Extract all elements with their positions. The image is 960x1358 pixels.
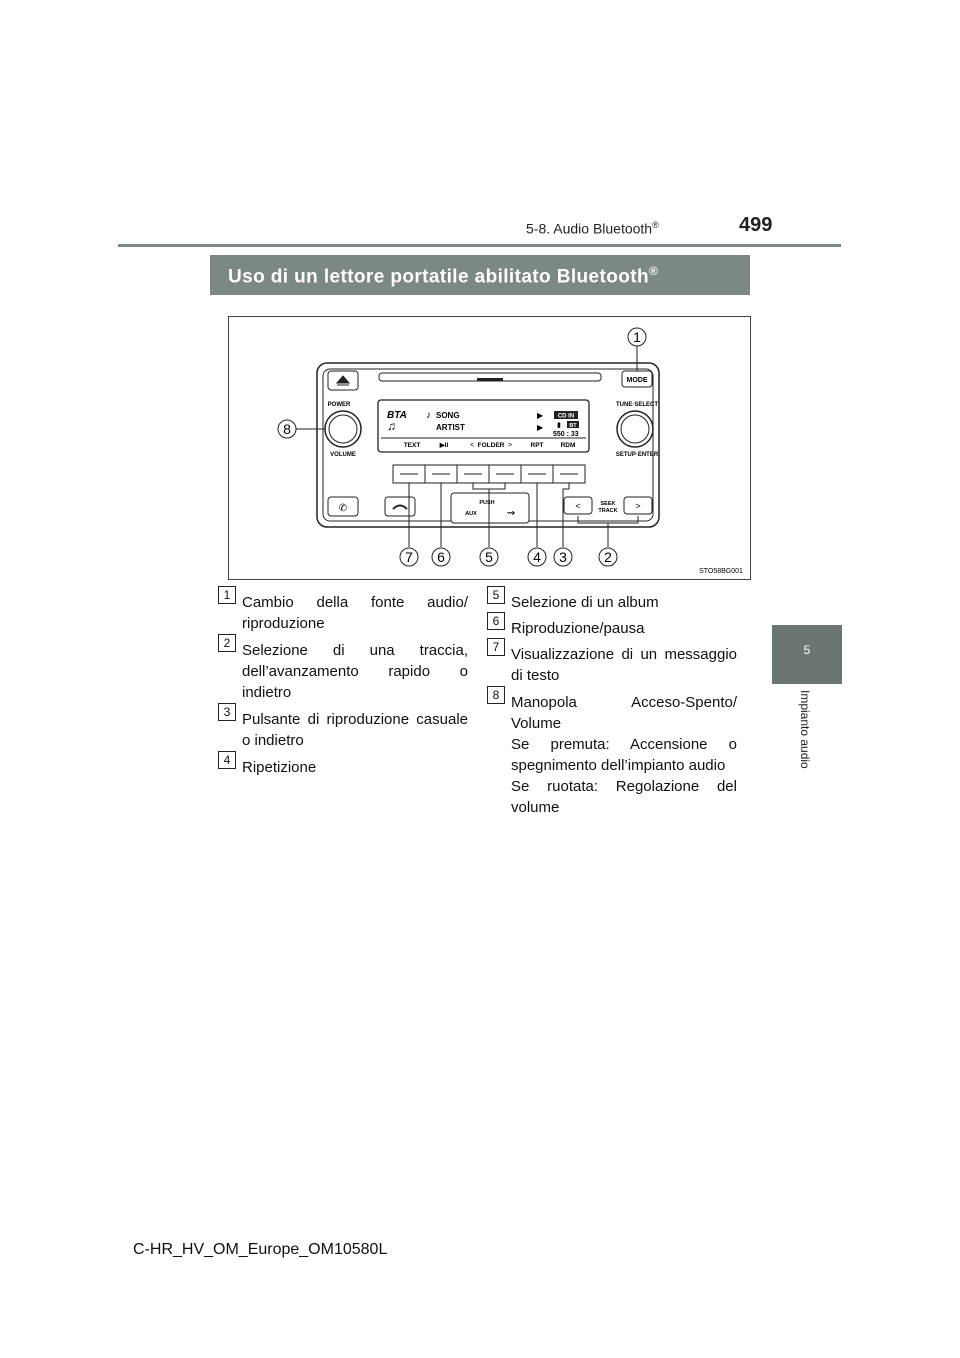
chapter-label	[795, 690, 815, 810]
phone-icon: ✆	[338, 503, 348, 514]
title-registered-mark: ®	[648, 264, 659, 278]
callout-4-number: 4	[533, 549, 541, 565]
legend-text: Riproduzione/pausa	[511, 620, 645, 637]
legend-badge: 2	[218, 634, 236, 652]
track-label: TRACK	[598, 508, 618, 514]
power-volume-knob-inner	[329, 415, 357, 443]
section-title-bar	[210, 255, 750, 295]
power-label: POWER	[327, 402, 351, 408]
section-heading-text: 5-8. Audio Bluetooth	[526, 220, 653, 237]
preset-buttons	[393, 465, 585, 483]
section-title-text: Uso di un lettore portatile abilitato Bluetooth	[228, 266, 649, 288]
callout-2-number: 2	[604, 549, 612, 565]
note-icon: ♫	[387, 419, 396, 433]
tune-select-label: TUNE·SELECT	[616, 402, 658, 408]
legend-badge: 4	[218, 751, 236, 769]
callout-8-number: 8	[283, 421, 291, 437]
display-artist: ARTIST	[436, 423, 465, 432]
legend-badge: 6	[487, 612, 505, 630]
figure-code: STO58BG001	[699, 568, 743, 575]
song-arrow-icon: ▶	[537, 411, 544, 420]
display-time: 550 : 33	[553, 431, 579, 438]
legend-badge: 7	[487, 638, 505, 656]
section-title	[228, 264, 658, 288]
callout-5-number: 5	[485, 549, 493, 565]
chapter-tab[interactable]	[772, 625, 842, 684]
legend-badge: 8	[487, 686, 505, 704]
cd-in-label: CD IN	[557, 413, 575, 420]
chapter-label-text: Impianto audio	[798, 690, 812, 769]
legend-8-pressed: Se premuta: Accensione o spegnimento dell’impianto audio	[511, 736, 737, 774]
audio-panel-illustration	[229, 317, 750, 579]
legend-text: Pulsante di riproduzione casuale o indietro	[242, 711, 468, 749]
softkey-rdm: RDM	[560, 442, 576, 449]
legend-text: Visualizzazione di un messaggio di testo	[511, 646, 737, 684]
signal-icon: ▮	[557, 422, 561, 429]
registered-mark: ®	[652, 220, 659, 230]
section-heading	[526, 220, 659, 237]
header-divider	[118, 244, 841, 247]
legend-text: Selezione di un album	[511, 594, 659, 611]
tune-select-knob-inner	[621, 415, 649, 443]
cd-slot-mark	[477, 378, 503, 381]
softkey-folder: FOLDER	[477, 442, 505, 449]
legend-badge: 5	[487, 586, 505, 604]
callout-1-number: 1	[633, 329, 641, 345]
artist-arrow-icon: ▶	[537, 423, 544, 432]
folder-left-icon: <	[470, 442, 475, 449]
legend-badge: 3	[218, 703, 236, 721]
page-number: 499	[739, 214, 773, 236]
callout-3-number: 3	[559, 549, 567, 565]
legend-text	[511, 692, 737, 818]
softkey-text: TEXT	[403, 442, 421, 449]
softkey-rpt: RPT	[530, 442, 544, 449]
audio-panel-figure	[228, 316, 751, 580]
aux-label: AUX	[465, 511, 477, 517]
folder-right-icon: >	[508, 442, 513, 449]
legend-text: Ripetizione	[242, 759, 317, 776]
legend-text: Selezione di una traccia, dell’avanzamento rapido o indietro	[242, 642, 468, 701]
bt-label: BT	[569, 423, 577, 429]
setup-enter-label: SETUP·ENTER	[615, 452, 659, 458]
legend-8-rotated: Se ruotata: Regolazione del volume	[511, 778, 737, 816]
volume-label: VOLUME	[330, 452, 356, 458]
softkey-play-pause: ▶II	[439, 442, 449, 449]
song-note-icon: ♪	[426, 410, 431, 421]
legend-right-column	[487, 585, 743, 815]
legend-8-title: Manopola Acceso-Spento/ Volume	[511, 694, 737, 732]
document-code: C-HR_HV_OM_Europe_OM10580L	[133, 1241, 388, 1258]
display-source: BTA	[387, 410, 407, 421]
seek-label: SEEK	[600, 501, 616, 507]
callout-7-number: 7	[405, 549, 413, 565]
push-label: PUSH	[479, 500, 495, 506]
usb-icon: ⇝	[506, 508, 516, 519]
chevron-left-icon: <	[575, 501, 581, 511]
mode-label: MODE	[626, 377, 648, 384]
legend-left-column	[218, 585, 470, 785]
chevron-right-icon: >	[635, 501, 641, 511]
usb-aux-cover[interactable]	[451, 493, 529, 523]
legend-badge: 1	[218, 586, 236, 604]
display-song: SONG	[436, 411, 460, 420]
legend-text: Cambio della fonte audio/ riproduzione	[242, 594, 468, 632]
chapter-number: 5	[803, 643, 811, 657]
callout-6-number: 6	[437, 549, 445, 565]
